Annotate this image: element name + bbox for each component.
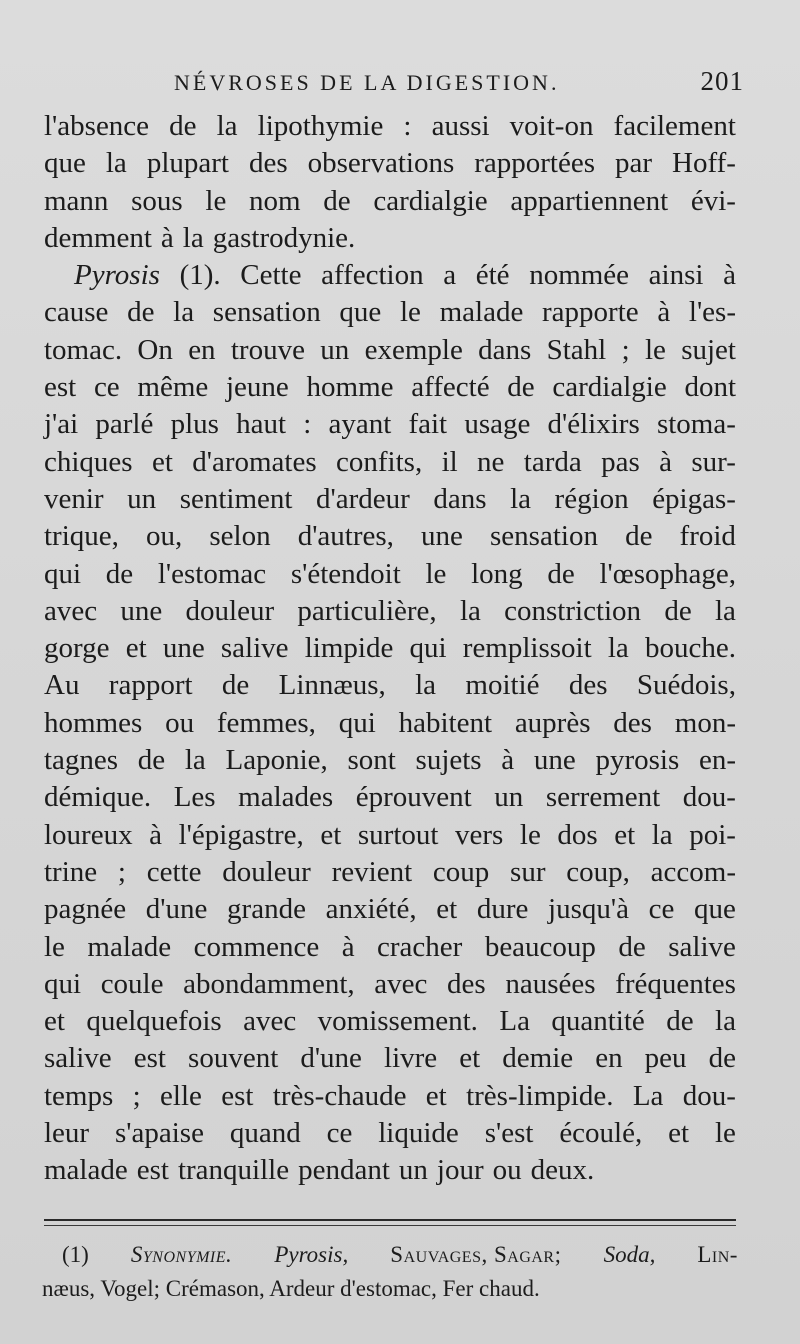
text-line: hommes ou femmes, qui habitent auprès des mon- <box>44 706 736 739</box>
text-line: mann sous le nom de cardialgie appartiennent évi- <box>44 184 736 217</box>
text-line: demment à la gastrodynie. <box>44 221 356 254</box>
text-line: Pyrosis (1). Cette affection a été nommée ainsi à <box>74 259 736 292</box>
running-title: NÉVROSES DE LA DIGESTION. <box>174 70 560 95</box>
text-line: l'absence de la lipothymie : aussi voit-on facilement <box>44 110 736 142</box>
footnote-term-soda: Soda, <box>603 1242 656 1267</box>
footnote-label: Synonymie. <box>130 1242 233 1267</box>
text-line: tagnes de la Laponie, sont sujets à une pyrosis en- <box>44 744 736 777</box>
text-line: avec une douleur particulière, la constriction de la <box>44 594 736 627</box>
running-head <box>44 66 744 102</box>
footnote-rule <box>44 1219 736 1221</box>
footnote-authors-end: Lin- <box>697 1242 738 1267</box>
text-line: cause de la sensation que le malade rapporte à l'es- <box>44 296 736 329</box>
text-line: est ce même jeune homme affecté de cardialgie dont <box>44 371 736 404</box>
footnote-line-2-text: næus, Vogel; Crémason, Ardeur d'estomac, Fer chaud. <box>42 1276 540 1301</box>
text-line: Au rapport de Linnæus, la moitié des Suédois, <box>44 669 736 702</box>
text-line: tomac. On en trouve un exemple dans Stahl ; le sujet <box>44 333 736 366</box>
text-line: qui coule abondamment, avec des nausées fréquentes <box>44 967 736 1000</box>
footnote-line-2 <box>42 1272 738 1306</box>
text-line: j'ai parlé plus haut : ayant fait usage d'élixirs stoma- <box>44 408 736 441</box>
footnote <box>42 1238 738 1306</box>
text-line: loureux à l'épigastre, et surtout vers le dos et la poi- <box>44 818 736 851</box>
text-line: trique, ou, selon d'autres, une sensation de froid <box>44 520 736 553</box>
text-line: malade est tranquille pendant un jour ou deux. <box>44 1154 595 1187</box>
text-line: démique. Les malades éprouvent un serrement dou- <box>44 781 736 814</box>
text-line: salive est souvent d'une livre et demie en peu de <box>44 1042 736 1075</box>
footnote-authors: Sauvages, Sagar; <box>390 1242 562 1267</box>
text-line: que la plupart des observations rapportées par Hoff- <box>44 147 736 180</box>
text-line: qui de l'estomac s'étendoit le long de l'œsophage, <box>44 557 736 590</box>
footnote-line <box>62 1238 738 1272</box>
text-line: venir un sentiment d'ardeur dans la région épigas- <box>44 482 736 515</box>
page-number: 201 <box>700 66 744 96</box>
text-line: et quelquefois avec vomissement. La quantité de la <box>44 1005 736 1038</box>
text-line: gorge et une salive limpide qui remplissoit la bouche. <box>44 632 736 665</box>
text-line: pagnée d'une grande anxiété, et dure jusqu'à ce que <box>44 893 736 926</box>
footnote-rule-thin <box>44 1225 736 1226</box>
text-line: trine ; cette douleur revient coup sur coup, accom- <box>44 855 736 888</box>
footnote-marker: (1) <box>62 1242 89 1267</box>
text-line: temps ; elle est très-chaude et très-limpide. La dou- <box>44 1079 736 1112</box>
text-line: chiques et d'aromates confits, il ne tarda pas à sur- <box>44 445 736 478</box>
text-line: le malade commence à cracher beaucoup de salive <box>44 930 736 963</box>
body-text <box>44 108 736 1190</box>
text-line: leur s'apaise quand ce liquide s'est écoulé, et le <box>44 1117 736 1150</box>
footnote-term: Pyrosis, <box>274 1242 349 1267</box>
